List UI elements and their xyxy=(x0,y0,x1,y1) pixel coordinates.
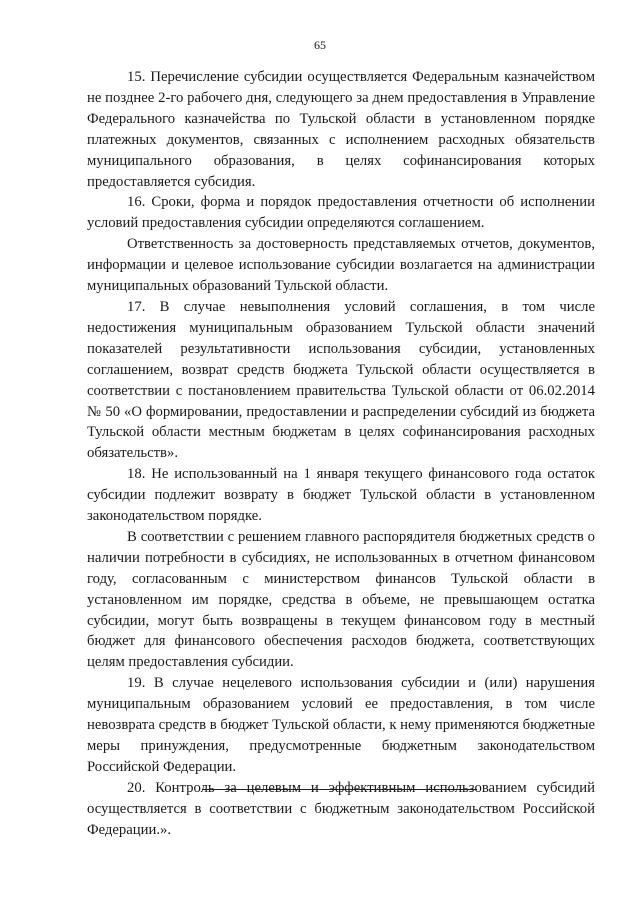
paragraph-19: 19. В случае нецелевого использования субсидии и (или) нарушения муниципальным образованием условий ее предоставления, в том числе невозврата средств в бюджет Тульской области, к нему применяются бюджетные меры принуждения, предусмотренные бюджетным законодательством Российской Федерации. xyxy=(87,675,595,775)
page-number: 65 xyxy=(314,38,326,52)
end-separator-line xyxy=(202,789,477,790)
paragraph-20: 20. Контроль за целевым и эффективным использованием субсидий осуществляется в соответствии с бюджетным законодательством Российской Федерации.». xyxy=(87,779,595,838)
paragraph-16: 16. Сроки, форма и порядок предоставления отчетности об исполнении условий предоставления субсидии определяются соглашением. xyxy=(87,194,595,232)
document-body xyxy=(87,67,595,841)
paragraph-reallocation: В соответствии с решением главного распорядителя бюджетных средств о наличии потребности в субсидиях, не использованных в отчетном финансовом году, согласованным с министерством финансов Тульской области в установленном им порядке, средства в объеме, не превышающем остатка субсидии, могут быть возвращены в текущем финансовом году в местный бюджет для финансового обеспечения расходов бюджета, соответствующих целям предоставления субсидии. xyxy=(87,528,595,671)
paragraph-18: 18. Не использованный на 1 января текущего финансового года остаток субсидии подлежит возврату в бюджет Тульской области в установленном законодательством порядке. xyxy=(87,466,595,525)
paragraph-17: 17. В случае невыполнения условий соглашения, в том числе недостижения муниципальным образованием Тульской области значений показателей результативности использования субсидии, установленных соглашением, возврат средств бюджета Тульской области осуществляется в соответствии с постановлением правительства Тульской области от 06.02.2014 № 50 «О формировании, предоставлении и распределении субсидий из бюджета Тульской области местным бюджетам в целях софинансирования расходных обязательств». xyxy=(87,298,595,462)
paragraph-15: 15. Перечисление субсидии осуществляется Федеральным казначейством не позднее 2-го рабочего дня, следующего за днем предоставления в Управление Федерального казначейства по Тульской области в установленном порядке платежных документов, связанных с исполнением расходных обязательств муниципального образования, в целях софинансирования которых предоставляется субсидия. xyxy=(87,69,595,190)
paragraph-responsibility: Ответственность за достоверность представляемых отчетов, документов, информации и целевое использование субсидии возлагается на администрации муниципальных образований Тульской области. xyxy=(87,236,595,295)
